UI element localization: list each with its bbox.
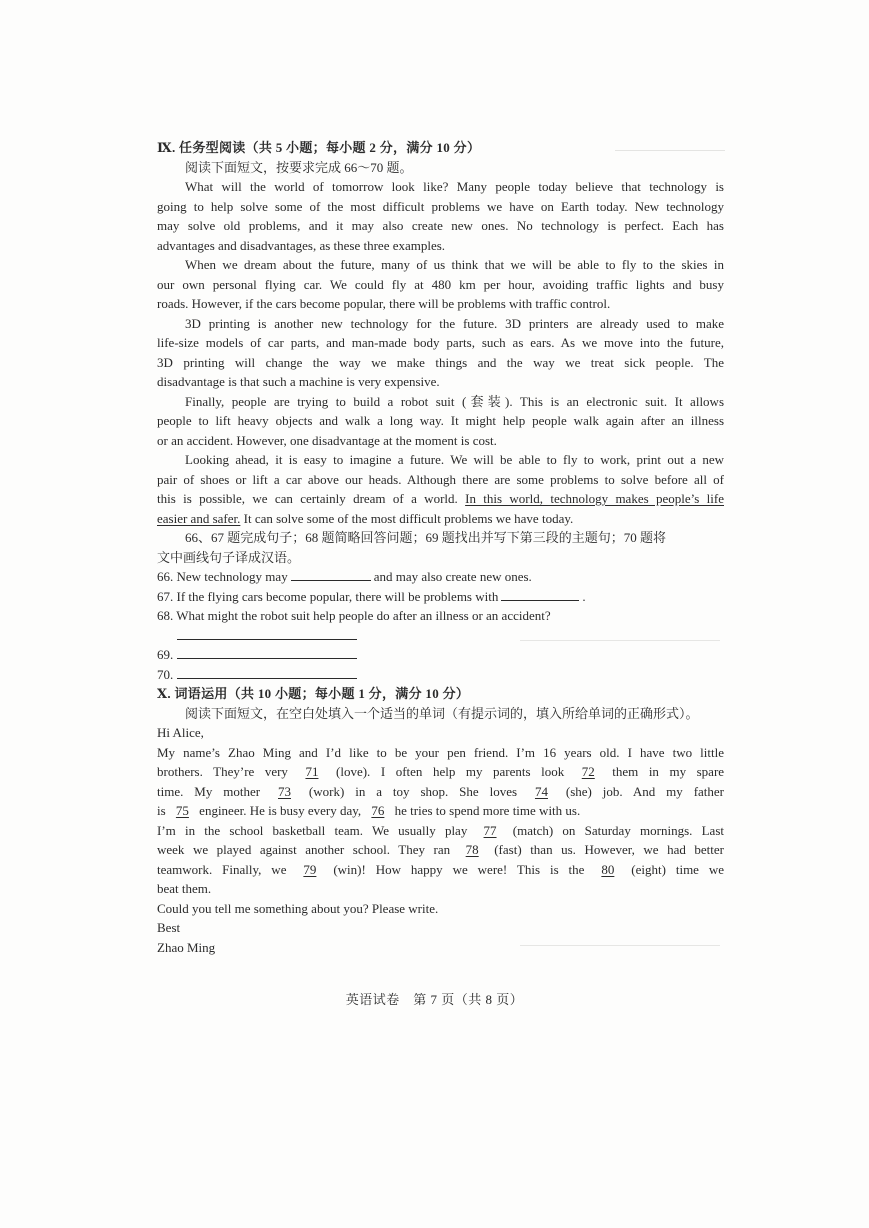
letter-line bbox=[157, 782, 724, 802]
task-instruction: 66、67 题完成句子；68 题简略回答问题；69 题找出并写下第三段的主题句；70 题将 bbox=[185, 530, 667, 545]
passage-text: It can solve some of the most difficult problems we have today. bbox=[240, 510, 574, 526]
letter-text: brothers. They’re very bbox=[157, 764, 288, 779]
passage-line: Looking ahead, it is easy to imagine a future. We will be able to fly to work, print out a new bbox=[185, 452, 724, 467]
passage-line: roads. However, if the cars become popular, there will be problems with traffic control. bbox=[157, 296, 611, 311]
passage-line: people to lift heavy objects and walk a long way. It might help people walk again after an illness bbox=[157, 413, 724, 428]
passage-line: pair of shoes or lift a car above our heads. Although there are some problems to solve before all of bbox=[157, 471, 724, 487]
answer-blank-67[interactable] bbox=[501, 587, 579, 601]
letter-text: (win)! How happy we were! This is the bbox=[333, 861, 585, 877]
letter-line: beat them. bbox=[157, 881, 212, 896]
passage-line: disadvantage is that such a machine is very expensive. bbox=[157, 374, 440, 389]
letter-line: Could you tell me something about you? Please write. bbox=[157, 900, 439, 916]
answer-line-68[interactable] bbox=[157, 626, 724, 646]
passage-line: our own personal flying car. We could fly at 480 km per hour, avoiding traffic lights and busy bbox=[157, 276, 724, 292]
question-67 bbox=[157, 587, 724, 607]
letter-text: he tries to spend more time with us. bbox=[394, 803, 581, 818]
question-text: 67. If the flying cars become popular, there will be problems with bbox=[157, 588, 499, 604]
passage-line: life-size models of car parts, and man-made body parts, such as ears. As we move into the future, bbox=[157, 335, 724, 350]
blank-78[interactable]: 78 bbox=[465, 842, 479, 857]
answer-blank-66[interactable] bbox=[291, 567, 371, 581]
passage-line: Finally, people are trying to build a robot suit (套装). This is an electronic suit. It allows bbox=[185, 393, 724, 409]
letter-text: I’m in the school basketball team. We usually play bbox=[157, 822, 468, 838]
letter-text: (fast) than us. However, we had better bbox=[494, 842, 725, 857]
answer-blank-70[interactable] bbox=[177, 666, 357, 679]
letter-line bbox=[157, 840, 724, 860]
letter-line: My name’s Zhao Ming and I’d like to be your pen friend. I’m 16 years old. I have two little bbox=[157, 744, 724, 760]
passage-line: or an accident. However, one disadvantage at the moment is cost. bbox=[157, 432, 497, 448]
letter-closing: Best bbox=[157, 920, 181, 935]
question-70 bbox=[157, 665, 724, 685]
blank-75[interactable]: 75 bbox=[175, 803, 189, 818]
answer-blank-69[interactable] bbox=[177, 646, 357, 659]
question-text: . bbox=[582, 588, 586, 604]
letter-greeting: Hi Alice, bbox=[157, 725, 204, 740]
question-69 bbox=[157, 645, 724, 665]
question-text: 66. New technology may bbox=[157, 569, 288, 584]
section-10-instruction: 阅读下面短文，在空白处填入一个适当的单词（有提示词的，填入所给单词的正确形式）。 bbox=[185, 705, 699, 721]
letter-text: engineer. He is busy every day, bbox=[199, 803, 362, 818]
letter-text: (love). I often help my parents look bbox=[336, 764, 565, 779]
letter-text: them in my spare bbox=[612, 764, 725, 779]
passage-line: 3D printing will change the way we make things and the way we treat sick people. The bbox=[157, 354, 724, 370]
letter-text: is bbox=[157, 803, 166, 818]
section-10-heading: Ⅹ. 词语运用（共 10 小题；每小题 1 分，满分 10 分） bbox=[157, 686, 470, 701]
blank-80[interactable]: 80 bbox=[601, 861, 615, 877]
passage-line: 3D printing is another new technology for the future. 3D printers are already used to make bbox=[185, 315, 724, 331]
blank-79[interactable]: 79 bbox=[303, 861, 317, 877]
question-66 bbox=[157, 567, 724, 587]
exam-content bbox=[157, 138, 724, 957]
letter-line bbox=[157, 801, 724, 821]
question-number: 69. bbox=[157, 647, 174, 662]
page-footer: 英语试卷 第 7 页（共 8 页） bbox=[345, 992, 524, 1007]
passage-line: advantages and disadvantages, as these three examples. bbox=[157, 237, 446, 253]
letter-text: (work) in a toy shop. She loves bbox=[308, 783, 518, 799]
blank-74[interactable]: 74 bbox=[534, 783, 548, 799]
blank-73[interactable]: 73 bbox=[278, 783, 291, 799]
letter-text: week we played against another school. They ran bbox=[157, 842, 451, 857]
passage-line bbox=[157, 509, 724, 529]
letter-text: (match) on Saturday mornings. Last bbox=[512, 822, 724, 838]
letter-line bbox=[157, 821, 724, 841]
blank-72[interactable]: 72 bbox=[581, 764, 595, 779]
question-text: and may also create new ones. bbox=[373, 569, 532, 584]
section-9-heading: Ⅸ. 任务型阅读（共 5 小题；每小题 2 分，满分 10 分） bbox=[157, 140, 481, 155]
passage-line bbox=[157, 489, 724, 509]
blank-77[interactable]: 77 bbox=[483, 822, 497, 838]
blank-76[interactable]: 76 bbox=[371, 803, 385, 818]
letter-text: (eight) time we bbox=[631, 861, 725, 877]
question-number: 70. bbox=[157, 666, 174, 682]
letter-text: teamwork. Finally, we bbox=[157, 861, 287, 877]
task-instruction: 文中画线句子译成汉语。 bbox=[157, 549, 301, 565]
passage-line: going to help solve some of the most difficult problems we have on Earth today. New technology bbox=[157, 198, 724, 214]
answer-blank-68[interactable] bbox=[177, 627, 357, 640]
blank-71[interactable]: 71 bbox=[305, 764, 319, 779]
passage-line: What will the world of tomorrow look like? Many people today believe that technology is bbox=[185, 179, 724, 194]
passage-text: this is possible, we can certainly dream of a world. bbox=[157, 491, 466, 506]
section-9-instruction: 阅读下面短文，按要求完成 66～70 题。 bbox=[185, 159, 413, 175]
question-68: 68. What might the robot suit help people do after an illness or an accident? bbox=[157, 608, 551, 623]
letter-line bbox=[157, 762, 724, 782]
letter-text: time. My mother bbox=[157, 783, 261, 799]
passage-line: may solve old problems, and it may also create new ones. No technology is perfect. Each has bbox=[157, 218, 724, 233]
passage-line: When we dream about the future, many of us think that we will be able to fly to the skies in bbox=[185, 257, 724, 272]
letter-line bbox=[157, 860, 724, 880]
letter-text: (she) job. And my father bbox=[565, 783, 725, 799]
letter-signature: Zhao Ming bbox=[157, 939, 216, 955]
underlined-sentence: easier and safer. bbox=[157, 510, 241, 526]
underlined-sentence: In this world, technology makes people’s life bbox=[465, 491, 724, 506]
